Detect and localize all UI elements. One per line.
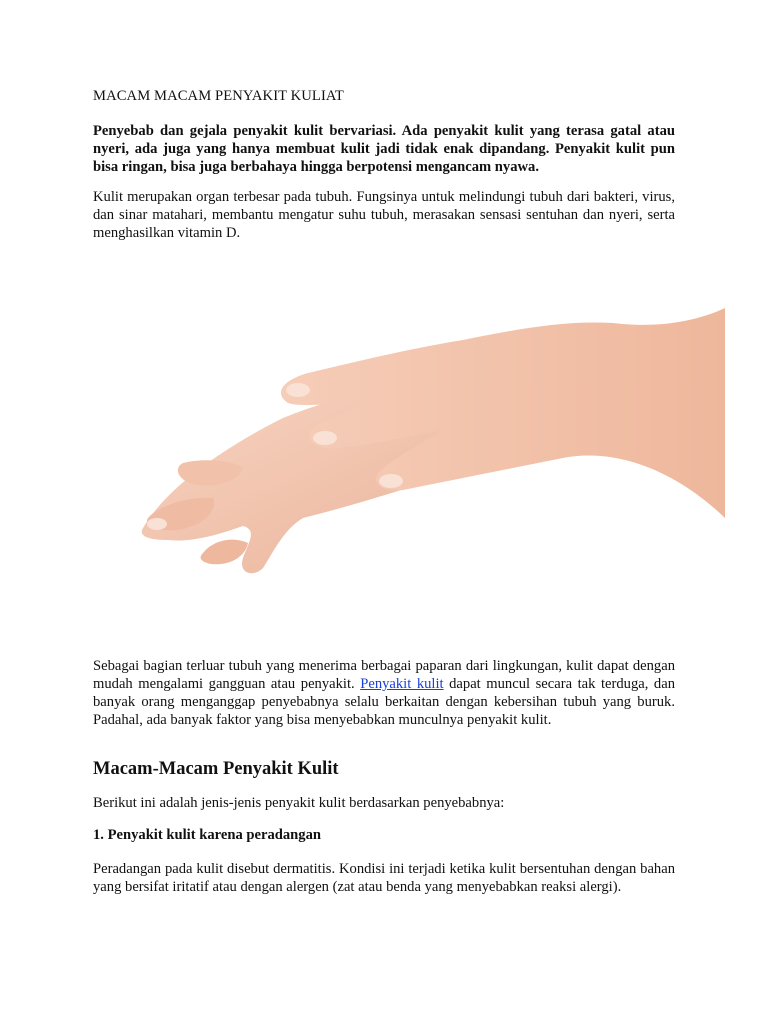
list-intro: Berikut ini adalah jenis-jenis penyakit kulit berdasarkan penyebabnya: [93, 795, 505, 811]
penyakit-kulit-link[interactable]: Penyakit kulit [360, 676, 444, 692]
fingernail [313, 431, 337, 445]
paragraph-two-before-link: Sebagai bagian terluar tubuh yang menerima berbagai paparan dari lingkungan, kulit dapat dengan mudah mengalami gangguan atau penyakit. [93, 658, 675, 692]
sub-heading-inflammation: 1. Penyakit kulit karena peradangan [93, 827, 321, 843]
intro-paragraph: Kulit merupakan organ terbesar pada tubuh. Fungsinya untuk melindungi tubuh dari bakteri, virus, dan sinar matahari, membantu mengatur suhu tubuh, merasakan sensasi sentuhan dan nyeri, serta menghasilkan vitamin D. [93, 189, 675, 241]
section-heading: Macam-Macam Penyakit Kulit [93, 759, 339, 779]
fingernail [147, 518, 167, 530]
fingernail [379, 474, 403, 488]
lead-paragraph: Penyebab dan gejala penyakit kulit bervariasi. Ada penyakit kulit yang terasa gatal atau nyeri, ada juga yang hanya membuat kulit jadi tidak enak dipandang. Penyakit kulit pun bisa ringan, bisa juga berbahaya hingga berpotensi mengancam nyawa. [93, 123, 675, 175]
lower-hand-finger [201, 540, 248, 565]
paragraph-three: Peradangan pada kulit disebut dermatitis. Kondisi ini terjadi ketika kulit bersentuhan dengan bahan yang bersifat iritatif atau dengan alergen (zat atau benda yang menyebabkan reaksi alergi). [93, 861, 675, 895]
paragraph-two [93, 657, 675, 729]
paragraph-two-after-link: dapat muncul secara tak terduga, dan banyak orang menganggap penyebabnya selalu berkaitan dengan kebersihan tubuh yang buruk. Padahal, ada banyak faktor yang bisa menyebabkan munculnya penyakit kulit. [93, 676, 675, 728]
hands-photo [93, 268, 725, 640]
document-title: MACAM MACAM PENYAKIT KULIAT [93, 88, 344, 104]
fingernail [286, 383, 310, 397]
